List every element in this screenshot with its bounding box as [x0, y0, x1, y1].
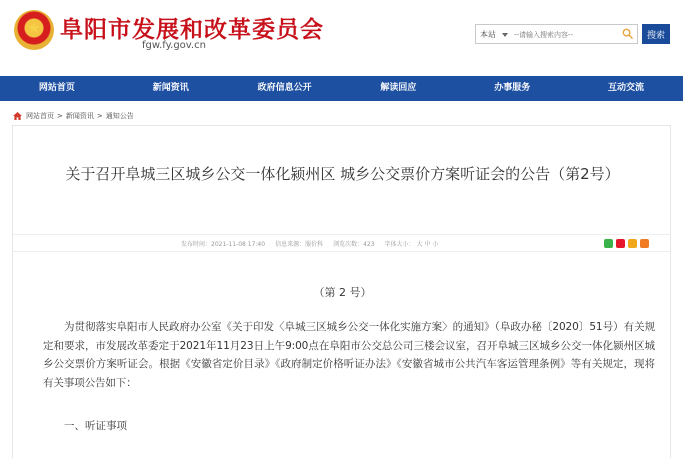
article-panel: [12, 125, 671, 458]
document-number: （第 2 号）: [313, 286, 372, 299]
share-bar: [604, 239, 649, 248]
weibo-share-icon[interactable]: [616, 239, 625, 248]
info-source: 信息来源：服价科: [275, 241, 324, 248]
search-scope-select[interactable]: 本站: [480, 30, 496, 39]
font-size-label: 字体大小：: [384, 241, 415, 248]
article-title: 关于召开阜城三区城乡公交一体化颍州区 城乡公交票价方案听证会的公告（第2号）: [65, 165, 620, 183]
nav-item-news[interactable]: 新闻资讯: [152, 83, 189, 93]
font-size-control: [385, 239, 439, 248]
breadcrumb-home[interactable]: 网站首页: [26, 112, 54, 120]
article-meta: [13, 234, 670, 252]
search-button[interactable]: 搜索: [642, 24, 670, 44]
main-nav: [0, 76, 683, 101]
more-share-icon[interactable]: [640, 239, 649, 248]
wechat-share-icon[interactable]: [604, 239, 613, 248]
nav-item-gov-info[interactable]: 政府信息公开: [257, 83, 312, 93]
breadcrumb-separator: >: [57, 112, 63, 120]
view-count: 浏览次数：423: [333, 241, 375, 248]
font-size-medium[interactable]: 中: [424, 241, 431, 248]
section-heading: 一、听证事项: [64, 420, 127, 432]
nav-item-interpretation[interactable]: 解读回应: [380, 83, 417, 93]
national-emblem-icon: [14, 10, 54, 50]
nav-item-interaction[interactable]: 互动交流: [608, 83, 645, 93]
font-size-large[interactable]: 大: [416, 241, 423, 248]
nav-item-home[interactable]: 网站首页: [38, 83, 75, 93]
search-box: [475, 24, 638, 44]
site-title[interactable]: 阜阳市发展和改革委员会: [60, 16, 324, 43]
chevron-down-icon[interactable]: [502, 33, 508, 37]
search-icon[interactable]: [622, 28, 633, 39]
breadcrumb-news[interactable]: 新闻资讯: [65, 112, 94, 120]
breadcrumb-separator: >: [96, 112, 103, 120]
breadcrumb: [13, 111, 134, 121]
article-paragraph: 为贯彻落实阜阳市人民政府办公室《关于印发〈阜城三区城乡公交一体化实施方案〉的通知》（阜政办秘〔2020〕51号）有关规定和要求，市发展改革委定于2021年11月23日上午9:00点在阜阳市公交总公司三楼会议室，召开阜城三区城乡公交一体化颍州区城乡公交票价方案听证会。根据《安徽省定价目录》《政府制定价格听证办法》《安徽省城市公共汽车客运管理条例》等有关规定，现将有关事项公告如下：: [43, 321, 655, 389]
breadcrumb-notices[interactable]: 通知公告: [105, 112, 134, 120]
font-size-small[interactable]: 小: [432, 241, 439, 248]
qzone-share-icon[interactable]: [628, 239, 637, 248]
home-icon: [13, 112, 22, 120]
search-input[interactable]: [514, 27, 618, 42]
site-domain: fgw.fy.gov.cn: [142, 40, 206, 51]
nav-item-services[interactable]: 办事服务: [494, 83, 531, 93]
site-header: [0, 0, 683, 68]
publish-date: 发布时间：2021-11-08 17:40: [181, 241, 266, 248]
